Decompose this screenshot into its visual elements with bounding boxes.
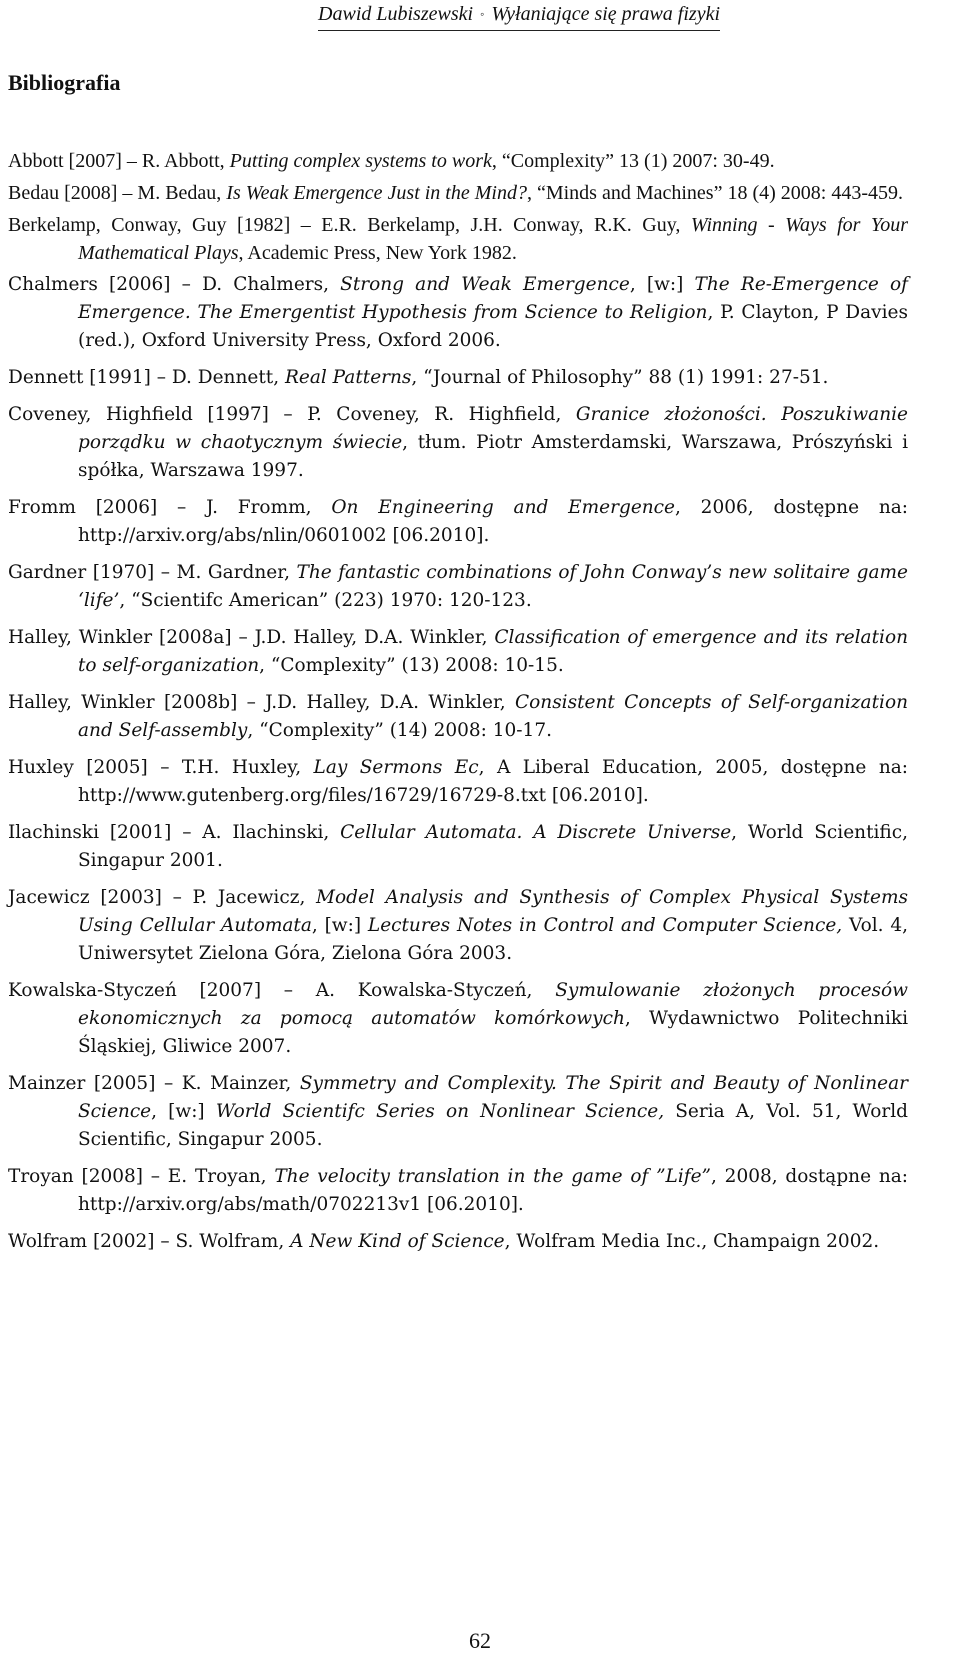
section-title: Bibliografia (8, 70, 121, 95)
bib-entry-text: , Wydawnictwo Politechniki Śląskiej, Gliwice 2007. (78, 1008, 909, 1057)
bib-entry-text: Seria A, Vol. 51, World Scientific, Singapur 2005. (78, 1101, 909, 1150)
running-header (318, 3, 720, 31)
bib-entry-text: Ilachinski [2001] – A. Ilachinski, (8, 822, 341, 843)
bib-entry-text: , A Liberal Education, 2005, dostępne na: http://www.gutenberg.org/files/16729/16729-8.txt [06.2010]. (78, 757, 908, 806)
bib-entry-italic-title: Consistent Concepts of Self-organization and Self-assembly (78, 692, 908, 741)
bib-entry-text: , “Complexity” (13) 2008: 10-15. (259, 655, 564, 676)
bib-entry-text: Dennett [1991] – D. Dennett, (8, 367, 285, 388)
header-title: Wyłaniające się prawa fizyki (491, 3, 720, 25)
bib-entry-text: Huxley [2005] – T.H. Huxley, (8, 757, 314, 778)
bib-entry-text: Bedau [2008] – M. Bedau, (8, 182, 227, 204)
bib-entry-text: Wolfram [2002] – S. Wolfram, (8, 1231, 291, 1252)
bib-entry-dennett (8, 364, 908, 392)
bib-entry-text: , tłum. Piotr Amsterdamski, Warszawa, Prószyński i spółka, Warszawa 1997. (78, 432, 909, 481)
bib-entry-text: Troyan [2008] – E. Troyan, (8, 1166, 275, 1187)
bib-entry-text: , [w:] (151, 1101, 216, 1122)
bib-entry-italic-title: Lay Sermons Ec (313, 757, 479, 778)
bib-entry-italic-title: Is Weak Emergence Just in the Mind? (226, 182, 527, 204)
bib-entry-berkelamp (8, 211, 908, 267)
bib-entry-text: Abbott [2007] – R. Abbott, (8, 150, 230, 172)
bib-entry-text: , 2008, dostąpne na: http://arxiv.org/abs/math/0702213v1 [06.2010]. (78, 1166, 908, 1215)
bib-entry-italic-title: A New Kind of Science (290, 1231, 505, 1252)
header-separator: ◦ (480, 7, 485, 21)
bib-entry-italic-title: Granice złożoności. Poszukiwanie porządku w chaotycznym świecie (78, 404, 908, 453)
bib-entry-mainzer (8, 1070, 908, 1154)
bib-entry-italic-title: Cellular Automata. A Discrete Universe (340, 822, 732, 843)
bib-entry-text: , [w:] (629, 274, 695, 295)
bib-entry-text: , “Minds and Machines” 18 (4) 2008: 443-459. (526, 182, 903, 204)
bib-entry-text: , [w:] (311, 915, 368, 936)
bib-entry-text: Kowalska-Styczeń [2007] – A. Kowalska-Styczeń, (8, 980, 556, 1001)
bib-entry-coveney (8, 401, 908, 485)
bib-entry-chalmers (8, 271, 908, 355)
bib-entry-jacewicz (8, 884, 908, 968)
bib-entry-huxley (8, 754, 908, 810)
bib-entry-text: Halley, Winkler [2008b] – J.D. Halley, D.A. Winkler, (8, 692, 515, 713)
bib-entry-text: Vol. 4, Uniwersytet Zielona Góra, Zielona Góra 2003. (78, 915, 909, 964)
bib-entry-troyan (8, 1163, 908, 1219)
bib-entry-bedau (8, 179, 908, 207)
bib-entry-text: , “Complexity” 13 (1) 2007: 30-49. (491, 150, 775, 172)
bib-entry-text: , Academic Press, New York 1982. (238, 242, 517, 264)
bib-entry-text: Halley, Winkler [2008a] – J.D. Halley, D.A. Winkler, (8, 627, 495, 648)
bib-entry-text: Gardner [1970] – M. Gardner, (8, 562, 297, 583)
bib-entry-text: , Wolfram Media Inc., Champaign 2002. (504, 1231, 880, 1252)
bib-entry-italic-title: Real Patterns (284, 367, 412, 388)
bib-entry-text: Jacewicz [2003] – P. Jacewicz, (8, 887, 317, 908)
bib-entry-halley-b (8, 689, 908, 745)
bib-entry-gardner (8, 559, 908, 615)
bib-entry-text: , 2006, dostępne na: http://arxiv.org/abs/nlin/0601002 [06.2010]. (78, 497, 908, 546)
bib-entry-text: , “Journal of Philosophy” 88 (1) 1991: 27-51. (411, 367, 829, 388)
bib-entry-italic-title: Model Analysis and Synthesis of Complex Physical Systems Using Cellular Automata (78, 887, 908, 936)
bib-entry-italic-title: The velocity translation in the game of ”Life” (274, 1166, 712, 1187)
header-author: Dawid Lubiszewski (318, 3, 474, 25)
bib-entry-ilachinski (8, 819, 908, 875)
bib-entry-italic-title: Classification of emergence and its relation to self-organization (78, 627, 908, 676)
bib-entry-italic-title: Symulowanie złożonych procesów ekonomicznych za pomocą automatów komórkowych (78, 980, 908, 1029)
bib-entry-text: Mainzer [2005] – K. Mainzer, (8, 1073, 300, 1094)
bib-entry-italic-title: Symmetry and Complexity. The Spirit and Beauty of Nonlinear Science (78, 1073, 908, 1122)
bib-entry-text: , P. Clayton, P Davies (red.), Oxford University Press, Oxford 2006. (78, 302, 908, 351)
bib-entry-fromm (8, 494, 908, 550)
bib-entry-text: Coveney, Highfield [1997] – P. Coveney, R. Highfield, (8, 404, 576, 425)
bib-entry-italic-title: Putting complex systems to work (229, 150, 492, 172)
bib-entry-kowalska (8, 977, 908, 1061)
bib-entry-halley-a (8, 624, 908, 680)
bibliography-list (8, 147, 908, 1265)
bib-entry-text: , “Scientifc American” (223) 1970: 120-123. (119, 590, 532, 611)
bib-entry-text: Chalmers [2006] – D. Chalmers, (8, 274, 341, 295)
bib-entry-italic-title: Winning - Ways for Your Mathematical Plays (78, 214, 909, 264)
bib-entry-abbott (8, 147, 908, 175)
page-number: 62 (469, 1628, 491, 1653)
bib-entry-italic-title: On Engineering and Emergence (331, 497, 675, 518)
bib-entry-italic-title: The fantastic combinations of John Conway’s new solitaire game ‘life’ (78, 562, 908, 611)
bib-entry-text: , “Complexity” (14) 2008: 10-17. (247, 720, 552, 741)
bib-entry-italic-title: Strong and Weak Emergence (340, 274, 630, 295)
bib-entry-italic-title: World Scientifc Series on Nonlinear Science, (215, 1101, 665, 1122)
bib-entry-text: Fromm [2006] – J. Fromm, (8, 497, 332, 518)
bib-entry-text: , World Scientific, Singapur 2001. (78, 822, 908, 871)
bib-entry-wolfram (8, 1228, 908, 1256)
bib-entry-text: Berkelamp, Conway, Guy [1982] – E.R. Berkelamp, J.H. Conway, R.K. Guy, (8, 214, 691, 236)
bib-entry-italic-title: The Re-Emergence of Emergence. The Emergentist Hypothesis from Science to Religion (78, 274, 909, 323)
bib-entry-italic-title: Lectures Notes in Control and Computer Science, (367, 915, 843, 936)
